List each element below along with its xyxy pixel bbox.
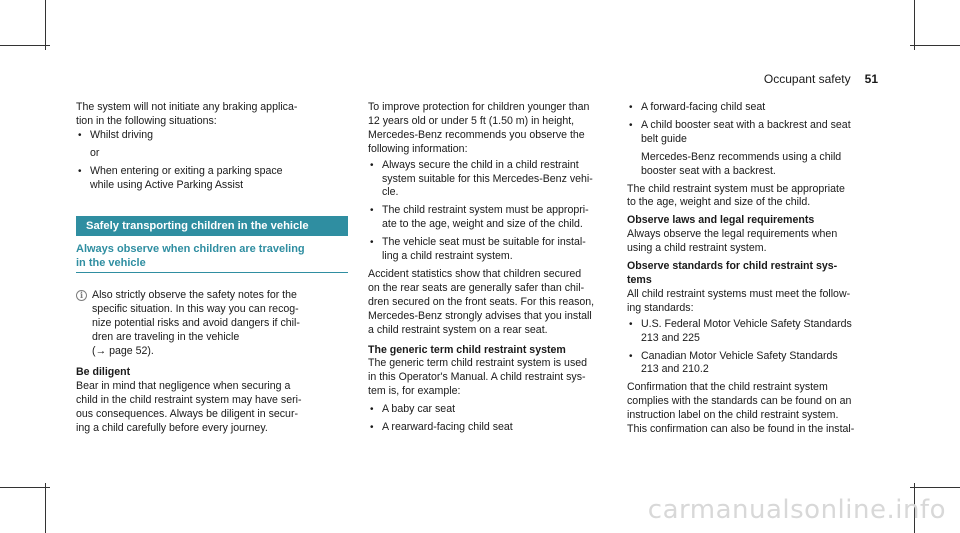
list-item: • A child booster seat with a backrest and seat belt guide: [627, 119, 899, 147]
diligent-title: Be diligent: [76, 365, 131, 378]
list-item: • U.S. Federal Motor Vehicle Safety Standards 213 and 225: [627, 318, 899, 346]
crop-mark: [0, 487, 50, 488]
laws-title: Observe laws and legal requirements: [627, 214, 815, 227]
or-text: or: [90, 146, 100, 159]
list-item: • A rearward-facing child seat: [368, 421, 640, 435]
generic-title: The generic term child restraint system: [368, 343, 566, 356]
watermark: carmanualsonline.info: [647, 495, 946, 525]
appropriate-text: The child restraint system must be appropriate to the age, weight and size of the child.: [627, 182, 845, 209]
diligent-text: Bear in mind that negligence when securing a child in the child restraint system may have seri- ous consequences. Always be diligent in secur- ing a child carefully before every journey.: [76, 379, 302, 434]
list-item: • The child restraint system must be appropri- ate to the age, weight and size of the child.: [368, 204, 640, 232]
note-block: [76, 289, 348, 359]
laws-text: Always observe the legal requirements when using a child restraint system.: [627, 228, 838, 255]
section-name: Occupant safety: [763, 72, 851, 86]
crop-mark: [910, 487, 960, 488]
crop-mark: [45, 0, 46, 50]
list-item: • The vehicle seat must be suitable for instal- ling a child restraint system.: [368, 236, 640, 264]
standards-title: Observe standards for child restraint sys- tems: [627, 260, 838, 286]
confirmation-text: Confirmation that the child restraint system complies with the standards can be found on an instruction label on the child restraint system. This confirmation can also be found in the instal-: [627, 381, 855, 436]
list-item: • Always secure the child in a child restraint system suitable for this Mercedes-Benz vehi- cle.: [368, 159, 640, 201]
column-1: [76, 101, 348, 436]
list-item: • A forward-facing child seat: [627, 101, 899, 115]
crop-mark: [45, 483, 46, 533]
column-2: [368, 101, 640, 435]
page-header: [764, 72, 878, 86]
page-number: 51: [864, 72, 878, 86]
note-text: Also strictly observe the safety notes for the specific situation. In this way you can recog- nize potential risks and avoid dangers if chil- dren are traveling in the vehicle (→ page 52).: [92, 289, 300, 358]
subsection-title: Always observe when children are traveling in the vehicle: [76, 243, 348, 273]
list-subtext: Mercedes-Benz recommends using a child booster seat with a backrest.: [641, 150, 842, 177]
list-item: • Whilst driving: [76, 129, 348, 143]
standards-text: All child restraint systems must meet the follow- ing standards:: [627, 287, 851, 314]
list-item: • When entering or exiting a parking space while using Active Parking Assist: [76, 165, 348, 193]
section-title: Safely transporting children in the vehicle: [76, 216, 348, 236]
accident-text: Accident statistics show that children secured on the rear seats are generally safer than chil- dren secured on the front seats. For this reason, Mercedes-Benz strongly advises that you install a child restraint system on a rear seat.: [368, 267, 595, 336]
info-icon: i: [76, 290, 87, 301]
intro-text: The system will not initiate any braking applica- tion in the following situations:: [76, 101, 298, 127]
list-item: • Canadian Motor Vehicle Safety Standards 213 and 210.2: [627, 350, 899, 378]
crop-mark: [914, 0, 915, 50]
crop-mark: [0, 45, 50, 46]
column-3: [627, 101, 899, 437]
crop-mark: [910, 45, 960, 46]
generic-text: The generic term child restraint system is used in this Operator's Manual. A child restraint sys- tem is, for example:: [368, 357, 588, 398]
list-item: • A baby car seat: [368, 403, 640, 417]
intro-text: To improve protection for children younger than 12 years old or under 5 ft (1.50 m) in height, Mercedes-Benz recommends you observe the following information:: [368, 101, 590, 155]
